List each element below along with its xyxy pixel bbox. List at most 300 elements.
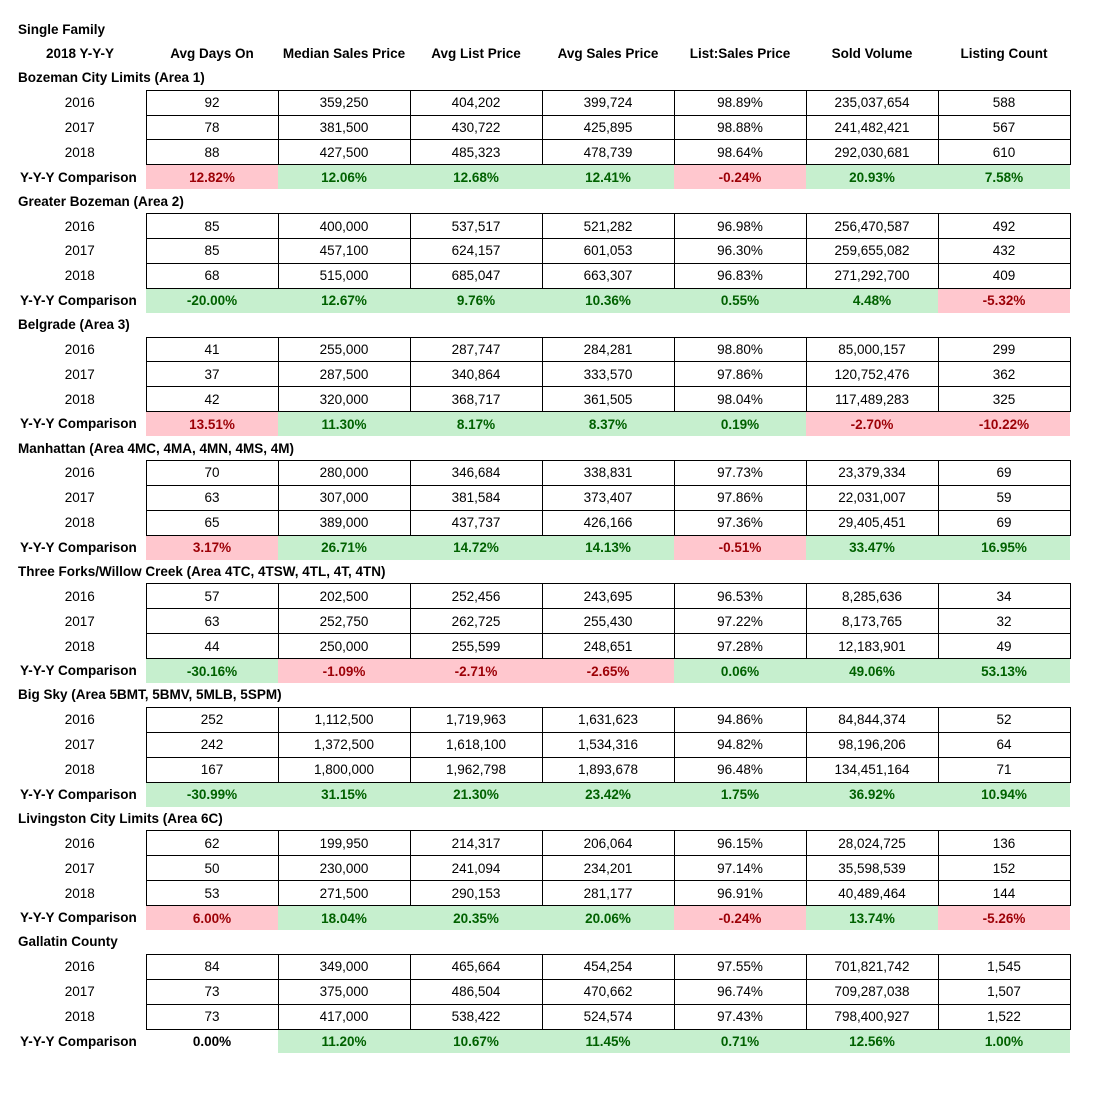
data-cell: 202,500	[278, 584, 410, 609]
data-cell: 63	[146, 485, 278, 510]
comparison-cell: 13.51%	[146, 412, 278, 436]
data-cell: 84,844,374	[806, 707, 938, 732]
data-cell: 1,800,000	[278, 757, 410, 782]
comparison-cell: 11.30%	[278, 412, 410, 436]
data-cell: 78	[146, 115, 278, 140]
data-cell: 307,000	[278, 485, 410, 510]
data-cell: 1,507	[938, 979, 1070, 1004]
data-cell: 97.55%	[674, 954, 806, 979]
data-cell: 1,618,100	[410, 732, 542, 757]
year-row	[14, 1004, 1070, 1029]
comparison-cell: 14.72%	[410, 535, 542, 559]
report-title: Single Family	[18, 22, 106, 38]
data-cell: 389,000	[278, 510, 410, 535]
year-label: 2018	[64, 762, 95, 778]
data-cell: 144	[938, 881, 1070, 906]
comparison-row	[14, 535, 1070, 559]
comparison-label: Y-Y-Y Comparison	[20, 539, 137, 555]
data-cell: 399,724	[542, 90, 674, 115]
data-cell: 28,024,725	[806, 831, 938, 856]
data-cell: 701,821,742	[806, 954, 938, 979]
comparison-row	[14, 1029, 1070, 1053]
year-label: 2016	[64, 959, 95, 975]
year-row	[14, 979, 1070, 1004]
data-cell: 235,037,654	[806, 90, 938, 115]
data-cell: 1,962,798	[410, 757, 542, 782]
year-row	[14, 337, 1070, 362]
data-cell: 375,000	[278, 979, 410, 1004]
data-cell: 96.83%	[674, 263, 806, 288]
data-cell: 250,000	[278, 634, 410, 659]
year-row	[14, 831, 1070, 856]
data-cell: 242	[146, 732, 278, 757]
data-cell: 280,000	[278, 461, 410, 486]
area-heading-row	[14, 66, 1070, 90]
year-label: 2017	[64, 366, 95, 382]
data-cell: 409	[938, 263, 1070, 288]
year-label: 2017	[64, 120, 95, 135]
data-cell: 248,651	[542, 634, 674, 659]
year-label: 2016	[64, 712, 95, 728]
data-cell: 470,662	[542, 979, 674, 1004]
data-cell: 32	[938, 609, 1070, 634]
data-cell: 271,292,700	[806, 263, 938, 288]
data-cell: 152	[938, 856, 1070, 881]
year-label: 2017	[64, 860, 95, 876]
data-cell: 349,000	[278, 954, 410, 979]
comparison-cell: 0.06%	[674, 659, 806, 683]
data-cell: 432	[938, 239, 1070, 264]
year-row	[14, 214, 1070, 239]
comparison-cell: 0.71%	[674, 1029, 806, 1053]
comparison-cell: 26.71%	[278, 535, 410, 559]
data-cell: 486,504	[410, 979, 542, 1004]
comparison-cell: -2.71%	[410, 659, 542, 683]
data-cell: 69	[938, 510, 1070, 535]
year-label: 2017	[64, 613, 95, 629]
data-cell: 338,831	[542, 461, 674, 486]
data-cell: 98.80%	[674, 337, 806, 362]
year-label: 2017	[64, 737, 95, 753]
year-row	[14, 881, 1070, 906]
data-cell: 271,500	[278, 881, 410, 906]
data-cell: 97.22%	[674, 609, 806, 634]
comparison-cell: -5.26%	[938, 906, 1070, 930]
data-cell: 73	[146, 1004, 278, 1029]
comparison-row	[14, 288, 1070, 312]
data-cell: 97.43%	[674, 1004, 806, 1029]
data-cell: 430,722	[410, 115, 542, 140]
data-cell: 1,631,623	[542, 707, 674, 732]
title-row	[14, 18, 1070, 42]
year-label: 2018	[64, 391, 95, 407]
year-label: 2016	[64, 218, 95, 234]
data-cell: 709,287,038	[806, 979, 938, 1004]
data-cell: 361,505	[542, 387, 674, 412]
data-cell: 94.86%	[674, 707, 806, 732]
comparison-cell: 20.06%	[542, 906, 674, 930]
data-cell: 53	[146, 881, 278, 906]
data-cell: 92	[146, 90, 278, 115]
header-period: 2018 Y-Y-Y	[45, 46, 115, 62]
comparison-cell: 4.48%	[806, 288, 938, 312]
data-cell: 97.28%	[674, 634, 806, 659]
comparison-cell: 12.67%	[278, 288, 410, 312]
data-cell: 515,000	[278, 263, 410, 288]
data-cell: 136	[938, 831, 1070, 856]
data-cell: 340,864	[410, 362, 542, 387]
data-cell: 63	[146, 609, 278, 634]
year-row	[14, 485, 1070, 510]
data-cell: 23,379,334	[806, 461, 938, 486]
year-label: 2017	[64, 490, 95, 506]
data-cell: 478,739	[542, 140, 674, 165]
data-cell: 97.73%	[674, 461, 806, 486]
area-name: Belgrade (Area 3)	[18, 317, 130, 333]
comparison-cell: 6.00%	[146, 906, 278, 930]
data-cell: 241,094	[410, 856, 542, 881]
data-cell: 199,950	[278, 831, 410, 856]
comparison-cell: 53.13%	[938, 659, 1070, 683]
data-cell: 362	[938, 362, 1070, 387]
data-cell: 241,482,421	[806, 115, 938, 140]
data-cell: 37	[146, 362, 278, 387]
data-cell: 457,100	[278, 239, 410, 264]
data-cell: 685,047	[410, 263, 542, 288]
data-cell: 42	[146, 387, 278, 412]
year-row	[14, 856, 1070, 881]
data-cell: 262,725	[410, 609, 542, 634]
data-cell: 417,000	[278, 1004, 410, 1029]
comparison-cell: -0.24%	[674, 906, 806, 930]
comparison-cell: 12.06%	[278, 165, 410, 189]
comparison-cell: -20.00%	[146, 288, 278, 312]
data-cell: 70	[146, 461, 278, 486]
data-cell: 381,500	[278, 115, 410, 140]
data-cell: 333,570	[542, 362, 674, 387]
comparison-cell: 12.41%	[542, 165, 674, 189]
header-avg-sales-price: Avg Sales Price	[557, 46, 659, 62]
comparison-cell: 1.00%	[938, 1029, 1070, 1053]
data-cell: 243,695	[542, 584, 674, 609]
data-cell: 368,717	[410, 387, 542, 412]
comparison-cell: 20.93%	[806, 165, 938, 189]
data-cell: 284,281	[542, 337, 674, 362]
data-cell: 567	[938, 115, 1070, 140]
year-label: 2018	[64, 885, 95, 901]
data-cell: 287,500	[278, 362, 410, 387]
data-cell: 325	[938, 387, 1070, 412]
comparison-label: Y-Y-Y Comparison	[20, 663, 137, 679]
data-cell: 492	[938, 214, 1070, 239]
data-cell: 610	[938, 140, 1070, 165]
comparison-cell: -30.16%	[146, 659, 278, 683]
comparison-label: Y-Y-Y Comparison	[20, 910, 137, 926]
data-cell: 97.36%	[674, 510, 806, 535]
comparison-cell: 12.56%	[806, 1029, 938, 1053]
data-cell: 454,254	[542, 954, 674, 979]
data-cell: 320,000	[278, 387, 410, 412]
comparison-cell: -10.22%	[938, 412, 1070, 436]
data-cell: 98.64%	[674, 140, 806, 165]
data-cell: 57	[146, 584, 278, 609]
data-cell: 663,307	[542, 263, 674, 288]
data-cell: 29,405,451	[806, 510, 938, 535]
comparison-cell: 10.36%	[542, 288, 674, 312]
data-cell: 255,000	[278, 337, 410, 362]
data-cell: 84	[146, 954, 278, 979]
year-row	[14, 90, 1070, 115]
data-cell: 41	[146, 337, 278, 362]
comparison-row	[14, 659, 1070, 683]
comparison-cell: 0.00%	[146, 1029, 278, 1053]
data-cell: 346,684	[410, 461, 542, 486]
year-row	[14, 609, 1070, 634]
data-cell: 44	[146, 634, 278, 659]
comparison-cell: -0.51%	[674, 535, 806, 559]
header-listing-count: Listing Count	[960, 46, 1048, 62]
data-cell: 96.30%	[674, 239, 806, 264]
comparison-cell: 23.42%	[542, 782, 674, 806]
data-cell: 299	[938, 337, 1070, 362]
comparison-cell: 1.75%	[674, 782, 806, 806]
comparison-cell: 14.13%	[542, 535, 674, 559]
data-cell: 96.98%	[674, 214, 806, 239]
comparison-cell: 8.37%	[542, 412, 674, 436]
data-cell: 537,517	[410, 214, 542, 239]
data-cell: 69	[938, 461, 1070, 486]
data-cell: 381,584	[410, 485, 542, 510]
data-cell: 252,750	[278, 609, 410, 634]
header-row	[14, 42, 1070, 66]
data-cell: 50	[146, 856, 278, 881]
data-cell: 34	[938, 584, 1070, 609]
area-name: Manhattan (Area 4MC, 4MA, 4MN, 4MS, 4M)	[18, 440, 295, 456]
year-row	[14, 584, 1070, 609]
header-median-sales-price: Median Sales Price	[282, 46, 406, 62]
data-cell: 52	[938, 707, 1070, 732]
comparison-cell: 12.82%	[146, 165, 278, 189]
data-cell: 1,522	[938, 1004, 1070, 1029]
data-cell: 521,282	[542, 214, 674, 239]
data-cell: 1,372,500	[278, 732, 410, 757]
year-label: 2018	[64, 515, 95, 531]
data-cell: 1,719,963	[410, 707, 542, 732]
header-avg-days-on: Avg Days On	[170, 46, 254, 62]
data-cell: 485,323	[410, 140, 542, 165]
area-heading-row	[14, 189, 1070, 213]
data-cell: 65	[146, 510, 278, 535]
year-label: 2017	[64, 984, 95, 1000]
data-cell: 292,030,681	[806, 140, 938, 165]
data-cell: 427,500	[278, 140, 410, 165]
data-cell: 252,456	[410, 584, 542, 609]
data-cell: 59	[938, 485, 1070, 510]
data-cell: 256,470,587	[806, 214, 938, 239]
area-heading-row	[14, 807, 1070, 831]
market-report-table	[14, 18, 1071, 1053]
comparison-label: Y-Y-Y Comparison	[20, 169, 137, 185]
year-label: 2016	[64, 95, 95, 111]
data-cell: 287,747	[410, 337, 542, 362]
comparison-cell: -0.24%	[674, 165, 806, 189]
area-heading-row	[14, 560, 1070, 584]
year-label: 2018	[64, 144, 95, 160]
data-cell: 8,173,765	[806, 609, 938, 634]
comparison-row	[14, 165, 1070, 189]
year-row	[14, 263, 1070, 288]
data-cell: 167	[146, 757, 278, 782]
year-row	[14, 707, 1070, 732]
data-cell: 120,752,476	[806, 362, 938, 387]
data-cell: 35,598,539	[806, 856, 938, 881]
comparison-cell: 0.55%	[674, 288, 806, 312]
data-cell: 22,031,007	[806, 485, 938, 510]
comparison-cell: 0.19%	[674, 412, 806, 436]
data-cell: 214,317	[410, 831, 542, 856]
year-row	[14, 634, 1070, 659]
area-heading-row	[14, 930, 1070, 954]
data-cell: 85	[146, 214, 278, 239]
comparison-cell: 21.30%	[410, 782, 542, 806]
year-label: 2018	[64, 1009, 95, 1025]
market-report-sheet	[14, 18, 1074, 1053]
year-row	[14, 387, 1070, 412]
year-row	[14, 757, 1070, 782]
data-cell: 798,400,927	[806, 1004, 938, 1029]
data-cell: 134,451,164	[806, 757, 938, 782]
data-cell: 98.89%	[674, 90, 806, 115]
comparison-row	[14, 412, 1070, 436]
area-name: Three Forks/Willow Creek (Area 4TC, 4TSW, 4TL, 4T, 4TN)	[18, 564, 386, 580]
year-label: 2016	[64, 342, 95, 358]
year-row	[14, 362, 1070, 387]
header-list-sales-price: List:Sales Price	[689, 46, 791, 62]
data-cell: 601,053	[542, 239, 674, 264]
data-cell: 88	[146, 140, 278, 165]
data-cell: 1,545	[938, 954, 1070, 979]
year-row	[14, 732, 1070, 757]
data-cell: 426,166	[542, 510, 674, 535]
data-cell: 64	[938, 732, 1070, 757]
comparison-cell: 36.92%	[806, 782, 938, 806]
area-name: Gallatin County	[18, 934, 118, 950]
comparison-row	[14, 906, 1070, 930]
data-cell: 62	[146, 831, 278, 856]
data-cell: 97.86%	[674, 485, 806, 510]
data-cell: 400,000	[278, 214, 410, 239]
comparison-label: Y-Y-Y Comparison	[20, 786, 137, 802]
data-cell: 96.53%	[674, 584, 806, 609]
comparison-cell: 9.76%	[410, 288, 542, 312]
data-cell: 255,599	[410, 634, 542, 659]
data-cell: 230,000	[278, 856, 410, 881]
comparison-cell: -2.70%	[806, 412, 938, 436]
comparison-cell: -2.65%	[542, 659, 674, 683]
data-cell: 96.91%	[674, 881, 806, 906]
year-row	[14, 239, 1070, 264]
data-cell: 94.82%	[674, 732, 806, 757]
data-cell: 12,183,901	[806, 634, 938, 659]
data-cell: 234,201	[542, 856, 674, 881]
comparison-cell: 11.20%	[278, 1029, 410, 1053]
data-cell: 96.74%	[674, 979, 806, 1004]
data-cell: 96.15%	[674, 831, 806, 856]
year-label: 2018	[64, 268, 95, 284]
data-cell: 524,574	[542, 1004, 674, 1029]
comparison-cell: 31.15%	[278, 782, 410, 806]
data-cell: 359,250	[278, 90, 410, 115]
data-cell: 259,655,082	[806, 239, 938, 264]
area-name: Greater Bozeman (Area 2)	[18, 193, 184, 209]
data-cell: 437,737	[410, 510, 542, 535]
comparison-cell: 13.74%	[806, 906, 938, 930]
year-label: 2018	[64, 638, 95, 654]
area-name: Bozeman City Limits (Area 1)	[18, 70, 205, 86]
comparison-cell: 11.45%	[542, 1029, 674, 1053]
data-cell: 1,534,316	[542, 732, 674, 757]
year-label: 2017	[64, 243, 95, 259]
comparison-cell: 8.17%	[410, 412, 542, 436]
comparison-cell: 20.35%	[410, 906, 542, 930]
data-cell: 1,112,500	[278, 707, 410, 732]
area-heading-row	[14, 313, 1070, 337]
comparison-cell: 16.95%	[938, 535, 1070, 559]
comparison-label: Y-Y-Y Comparison	[20, 292, 137, 308]
header-avg-list-price: Avg List Price	[431, 46, 521, 62]
data-cell: 538,422	[410, 1004, 542, 1029]
comparison-cell: 18.04%	[278, 906, 410, 930]
data-cell: 404,202	[410, 90, 542, 115]
data-cell: 588	[938, 90, 1070, 115]
comparison-label: Y-Y-Y Comparison	[20, 416, 137, 432]
comparison-cell: 49.06%	[806, 659, 938, 683]
data-cell: 96.48%	[674, 757, 806, 782]
comparison-cell: 10.67%	[410, 1029, 542, 1053]
data-cell: 98,196,206	[806, 732, 938, 757]
data-cell: 71	[938, 757, 1070, 782]
comparison-cell: -1.09%	[278, 659, 410, 683]
comparison-cell: 12.68%	[410, 165, 542, 189]
data-cell: 255,430	[542, 609, 674, 634]
year-row	[14, 461, 1070, 486]
comparison-cell: -30.99%	[146, 782, 278, 806]
year-row	[14, 954, 1070, 979]
comparison-label: Y-Y-Y Comparison	[20, 1033, 137, 1049]
area-heading-row	[14, 683, 1070, 707]
data-cell: 425,895	[542, 115, 674, 140]
year-row	[14, 115, 1070, 140]
header-sold-volume: Sold Volume	[831, 46, 913, 62]
area-name: Big Sky (Area 5BMT, 5BMV, 5MLB, 5SPM)	[18, 687, 282, 703]
data-cell: 98.88%	[674, 115, 806, 140]
data-cell: 8,285,636	[806, 584, 938, 609]
comparison-cell: 33.47%	[806, 535, 938, 559]
comparison-row	[14, 782, 1070, 806]
data-cell: 97.14%	[674, 856, 806, 881]
data-cell: 68	[146, 263, 278, 288]
data-cell: 40,489,464	[806, 881, 938, 906]
data-cell: 85,000,157	[806, 337, 938, 362]
data-cell: 624,157	[410, 239, 542, 264]
year-row	[14, 510, 1070, 535]
year-row	[14, 140, 1070, 165]
data-cell: 281,177	[542, 881, 674, 906]
comparison-cell: 3.17%	[146, 535, 278, 559]
data-cell: 1,893,678	[542, 757, 674, 782]
comparison-cell: 10.94%	[938, 782, 1070, 806]
data-cell: 206,064	[542, 831, 674, 856]
